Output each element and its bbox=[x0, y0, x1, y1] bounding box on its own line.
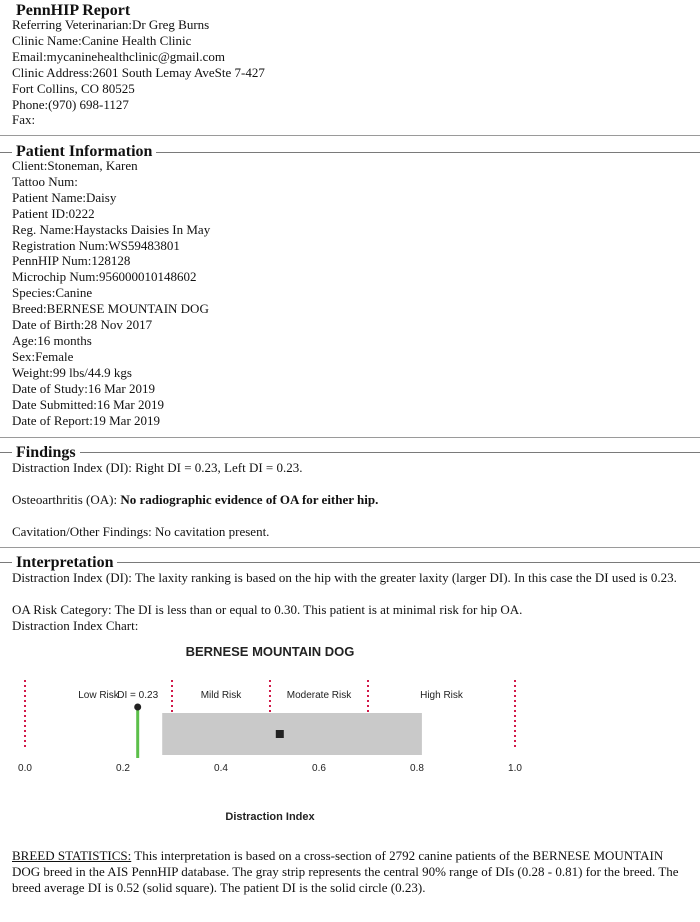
patient-di-circle bbox=[134, 704, 141, 711]
x-tick-label: 0.2 bbox=[116, 763, 130, 774]
patient-detail-line: Age:16 months bbox=[12, 332, 92, 348]
chart-label: Distraction Index Chart: bbox=[12, 618, 139, 633]
patient-detail-line: Reg. Name:Haystacks Daisies In May bbox=[12, 221, 211, 237]
x-tick-label: 1.0 bbox=[508, 763, 522, 774]
x-tick-label: 0.4 bbox=[214, 763, 228, 774]
patient-title: Patient Information bbox=[12, 144, 156, 160]
patient-detail-line: Tattoo Num: bbox=[12, 173, 78, 189]
clinic-section bbox=[0, 0, 700, 138]
breed-stats-label: BREED STATISTICS: bbox=[12, 848, 132, 863]
findings-cavitation: Cavitation/Other Findings: No cavitation present. bbox=[12, 524, 270, 539]
patient-detail-line: Date of Study:16 Mar 2019 bbox=[12, 380, 155, 396]
chart-title: BERNESE MOUNTAIN DOG bbox=[185, 644, 355, 659]
patient-detail-line: Weight:99 lbs/44.9 kgs bbox=[12, 364, 132, 380]
patient-detail-line: Patient ID:0222 bbox=[12, 205, 95, 221]
clinic-detail-line: Fax: bbox=[12, 112, 36, 128]
clinic-detail-line: Clinic Name:Canine Health Clinic bbox=[12, 32, 192, 48]
risk-zone-label: Mild Risk bbox=[200, 690, 242, 701]
findings-oa bbox=[12, 492, 692, 508]
x-tick-label: 0.8 bbox=[410, 763, 424, 774]
risk-zone-label: Low Risk bbox=[78, 690, 119, 701]
x-axis-label: Distraction Index bbox=[225, 811, 315, 823]
x-tick-label: 0.0 bbox=[18, 763, 32, 774]
report-title: PennHIP Report bbox=[12, 3, 134, 19]
patient-details bbox=[12, 158, 210, 428]
patient-di-label: DI = 0.23 bbox=[117, 690, 159, 701]
breed-average-square bbox=[276, 730, 284, 738]
patient-detail-line: Microchip Num:956000010148602 bbox=[12, 269, 197, 285]
breed-stats-text: This interpretation is based on a cross-section of 2792 canine patients of the BERNESE MOUNTAIN DOG breed in the AIS PennHIP database. The gray strip represents the central 90% range of DIs (0.28 - 0.81) for the breed. The breed average DI is 0.52 (solid square). The patient DI is the solid circle (0.23). bbox=[12, 848, 679, 895]
x-tick-label: 0.6 bbox=[312, 763, 326, 774]
findings-section bbox=[0, 440, 700, 550]
patient-detail-line: Sex:Female bbox=[12, 348, 74, 364]
breed-statistics bbox=[12, 848, 692, 896]
interpretation-di: Distraction Index (DI): The laxity ranking is based on the hip with the greater laxity (larger DI). In this case the DI used is 0.23. bbox=[12, 570, 677, 585]
clinic-detail-line: Fort Collins, CO 80525 bbox=[12, 80, 135, 96]
patient-detail-line: Date of Birth:28 Nov 2017 bbox=[12, 317, 153, 333]
patient-detail-line: Date Submitted:16 Mar 2019 bbox=[12, 396, 165, 412]
clinic-detail-line: Clinic Address:2601 South Lemay AveSte 7-427 bbox=[12, 64, 265, 80]
oa-value: No radiographic evidence of OA for either hip. bbox=[120, 492, 379, 507]
risk-zone-label: High Risk bbox=[420, 690, 463, 701]
patient-section bbox=[0, 140, 700, 440]
clinic-detail-line: Email:mycaninehealthclinic@gmail.com bbox=[12, 48, 226, 64]
oa-label: Osteoarthritis (OA): bbox=[12, 492, 121, 507]
patient-detail-line: Patient Name:Daisy bbox=[12, 189, 117, 205]
findings-di: Distraction Index (DI): Right DI = 0.23, Left DI = 0.23. bbox=[12, 460, 303, 475]
interpretation-title: Interpretation bbox=[12, 555, 117, 571]
clinic-detail-line: Referring Veterinarian:Dr Greg Burns bbox=[12, 17, 210, 32]
patient-detail-line: Client:Stoneman, Karen bbox=[12, 158, 138, 173]
patient-detail-line: Species:Canine bbox=[12, 285, 93, 301]
findings-title: Findings bbox=[12, 445, 80, 461]
clinic-detail-line: Phone:(970) 698-1127 bbox=[12, 96, 129, 112]
distraction-index-chart bbox=[0, 636, 700, 826]
interpretation-section bbox=[0, 550, 700, 922]
patient-detail-line: PennHIP Num:128128 bbox=[12, 253, 131, 269]
clinic-details bbox=[12, 17, 265, 128]
oa-risk-category: OA Risk Category: The DI is less than or equal to 0.30. This patient is at minimal risk for hip OA. bbox=[12, 602, 523, 617]
breed-range-strip bbox=[162, 713, 422, 755]
patient-detail-line: Date of Report:19 Mar 2019 bbox=[12, 412, 161, 428]
patient-detail-line: Registration Num:WS59483801 bbox=[12, 237, 180, 253]
patient-detail-line: Breed:BERNESE MOUNTAIN DOG bbox=[12, 301, 209, 317]
risk-zone-label: Moderate Risk bbox=[286, 690, 352, 701]
